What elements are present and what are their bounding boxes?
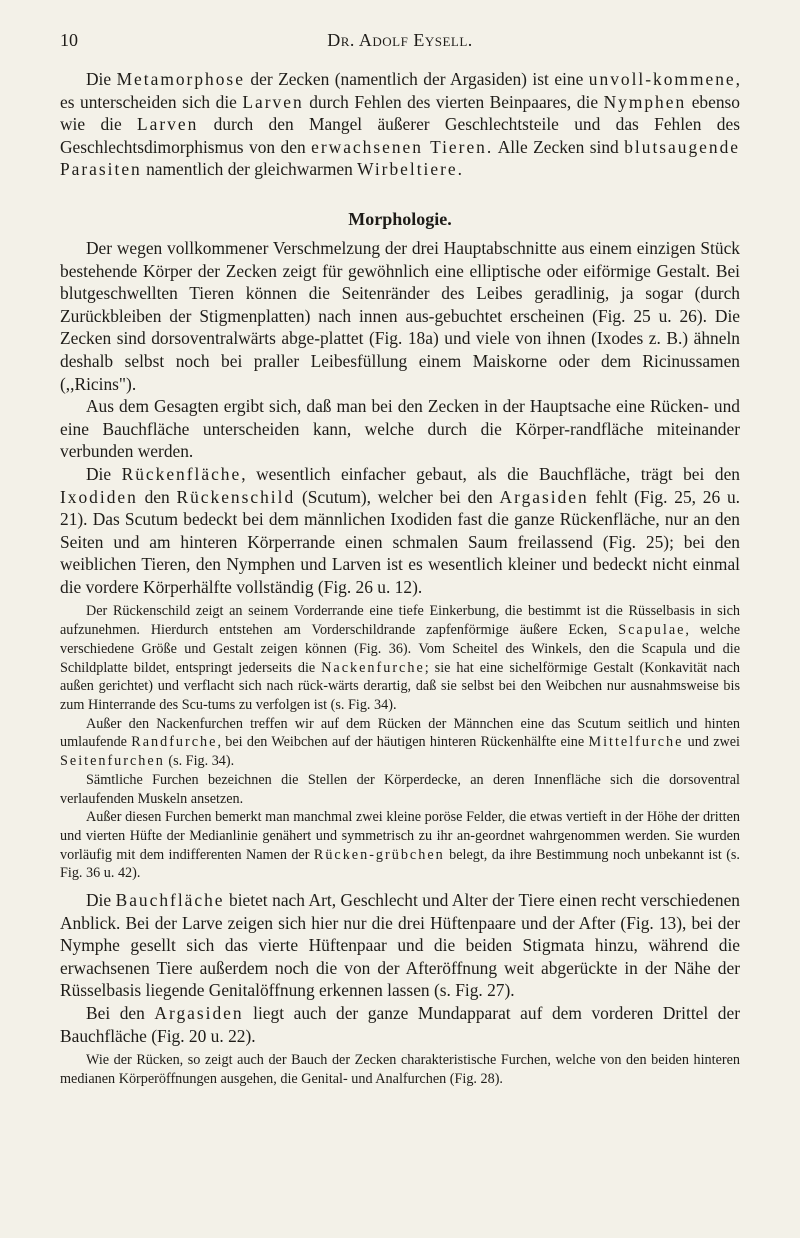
small-paragraph-muskeln: Sämtliche Furchen bezeichnen die Stellen der Körperdecke, an deren Innenfläche sich die dorsoventral verlaufenden Muskeln ansetzen. <box>60 771 740 807</box>
term-rueckenflaeche: Rückenfläche <box>121 463 242 484</box>
body-text <box>60 68 740 1089</box>
term-mittelfurche: Mittelfurche <box>588 734 684 751</box>
paragraph-bauchflaeche: Die Bauchfläche bietet nach Art, Geschlecht und Alter der Tiere einen recht verschiedenen Anblick. Bei der Larve zeigen sich hier nur die drei Hüftenpaare und der After (Fig. 13), bei der Nymphe gesellt sich das vierte Hüftenpaar und die beiden Stigmata hinzu, während die erwachsenen Tiere außerdem noch die von der Afteröffnung weit abgerückte in der Nähe der Rüsselbasis liegende Genitalöffnung erkennen lassen (s. Fig. 27). <box>60 890 740 1001</box>
paragraph-argasiden-mund: Bei den Argasiden liegt auch der ganze Mundapparat auf dem vorderen Drittel der Bauchfläche (Fig. 20 u. 22). <box>60 1002 740 1046</box>
term-scapulae: Scapulae <box>618 622 686 639</box>
term-nymphen: Nymphen <box>603 91 687 112</box>
small-paragraph-scutum: Der Rückenschild zeigt an seinem Vorderrande eine tiefe Einkerbung, die bestimmt ist die Rüsselbasis in sich aufzunehmen. Hierdurch entstehen am Vorderschildrande zapfenförmige äußere Ecken, Scapulae, welche verschiedene Größe und Gestalt zeigen können (Fig. 36). Vom Scheitel des Winkels, den die Scapula und die Schildplatte bildet, entspringt jederseits die Nackenfurche; sie hat eine sichelförmige Gestalt (Konkavität nach außen gerichtet) und verflacht sich nach rück-wärts derartig, daß sie selbst bei den Weibchen nur ausnahmsweise bis zum Hinterrande des Scu-tums zu verfolgen ist (s. Fig. 34). <box>60 603 741 713</box>
intro-paragraph: Die Metamorphose der Zecken (namentlich der Argasiden) ist eine unvoll-kommene, es unterscheiden sich die Larven durch Fehlen des vierten Beinpaares, die Nymphen ebenso wie die Larven durch den Mangel äußerer Geschlechtsteile und das Fehlen des Geschlechtsdimorphismus von den erwachsenen Tieren. Alle Zecken sind blutsaugende Parasiten namentlich der gleichwarmen Wirbeltiere. <box>60 69 740 180</box>
small-paragraph-furchen: Außer den Nackenfurchen treffen wir auf dem Rücken der Männchen eine das Scutum seitlich und hinten umlaufende Randfurche, bei den Weibchen auf der häutigen hinteren Rückenhälfte eine Mittelfurche und zwei Seitenfurchen (s. Fig. 34). <box>60 715 740 770</box>
term-nackenfurche: Nackenfurche <box>321 659 425 676</box>
term-erwachsenen-tieren: erwachsenen Tieren. <box>311 136 494 157</box>
term-wirbeltiere: Wirbeltiere. <box>357 159 464 180</box>
term-unvollkommene: unvoll-kommene <box>588 69 736 89</box>
term-metamorphose: Metamorphose <box>116 69 245 89</box>
small-paragraph-bauchfurchen: Wie der Rücken, so zeigt auch der Bauch der Zecken charakteristische Furchen, welche von den beiden hinteren medianen Körperöffnungen ausgehen, die Genital- und Analfurchen (Fig. 28). <box>60 1052 740 1087</box>
section-heading: Morphologie. <box>348 208 452 229</box>
paragraph-rueckenflaeche: Die Rückenfläche, wesentlich einfacher gebaut, als die Bauchfläche, trägt bei den Ixodiden den Rückenschild (Scutum), welcher bei den Argasiden fehlt (Fig. 25, 26 u. 21). Das Scutum bedeckt bei dem männlichen Ixodiden fast die ganze Rückenfläche, nur an den Seiten und am hinteren Körperrande einen schmalen Saum freilassend (Fig. 25); bei den weiblichen Tieren, den Nymphen und Larven ist es wesentlich kleiner und bedeckt nicht einmal die vordere Körperhälfte vollständig (Fig. 26 u. 12). <box>60 463 740 597</box>
running-head: Dr. Adolf Eysell. <box>327 30 473 50</box>
paragraph-body-shape: Der wegen vollkommener Verschmelzung der drei Hauptabschnitte aus einem einzigen Stück bestehende Körper der Zecken zeigt für gewöhnlich eine elliptische oder eiförmige Gestalt. Bei blutgeschwellten Tieren können die Seitenränder des Leibes geradlinig, ja sogar (durch Zurückbleiben der Stigmenplatten) nach innen aus-gebuchtet erscheinen (Fig. 25 u. 26). Die Zecken sind dorsoventralwärts abge-plattet (Fig. 18a) und viele von ihnen (Ixodes z. B.) ähneln deshalb selbst noch bei praller Leibesfüllung einem Maiskorne oder dem Ricinussamen (,,Ricins"). <box>60 237 740 394</box>
term-blutsaugende-parasiten: blutsaugende Parasiten <box>60 136 740 180</box>
term-larven-2: Larven <box>137 114 199 135</box>
term-larven: Larven <box>242 91 304 112</box>
term-randfurche: Randfurche <box>131 734 218 751</box>
paragraph-surfaces: Aus dem Gesagten ergibt sich, daß man bei den Zecken in der Hauptsache eine Rücken- und eine Bauchfläche unterscheiden kann, welche durch die Körper-randfläche miteinander verbunden werden. <box>60 396 740 462</box>
term-argasiden: Argasiden <box>499 486 589 507</box>
page-header <box>60 30 740 56</box>
term-rueckengruebchen: Rücken-grübchen <box>313 846 445 863</box>
term-rueckenschild: Rückenschild <box>176 486 296 507</box>
term-ixodiden: Ixodiden <box>60 486 138 507</box>
page-number: 10 <box>60 30 78 50</box>
term-seitenfurchen: Seitenfurchen <box>60 753 165 770</box>
small-paragraph-gruebchen: Außer diesen Furchen bemerkt man manchmal zwei kleine poröse Felder, die etwas vertieft in der Höhe der dritten und vierten Hüfte der Medianlinie genähert und symmetrisch zu ihr an-geordnet wahrgenommen werden. Sie wurden vorläufig mit dem indifferenten Namen der Rücken-grübchen belegt, da ihre Bestimmung noch unbekannt ist (s. Fig. 36 u. 42). <box>60 809 740 882</box>
term-bauchflaeche: Bauchfläche <box>115 890 225 911</box>
term-argasiden-2: Argasiden <box>154 1002 244 1023</box>
